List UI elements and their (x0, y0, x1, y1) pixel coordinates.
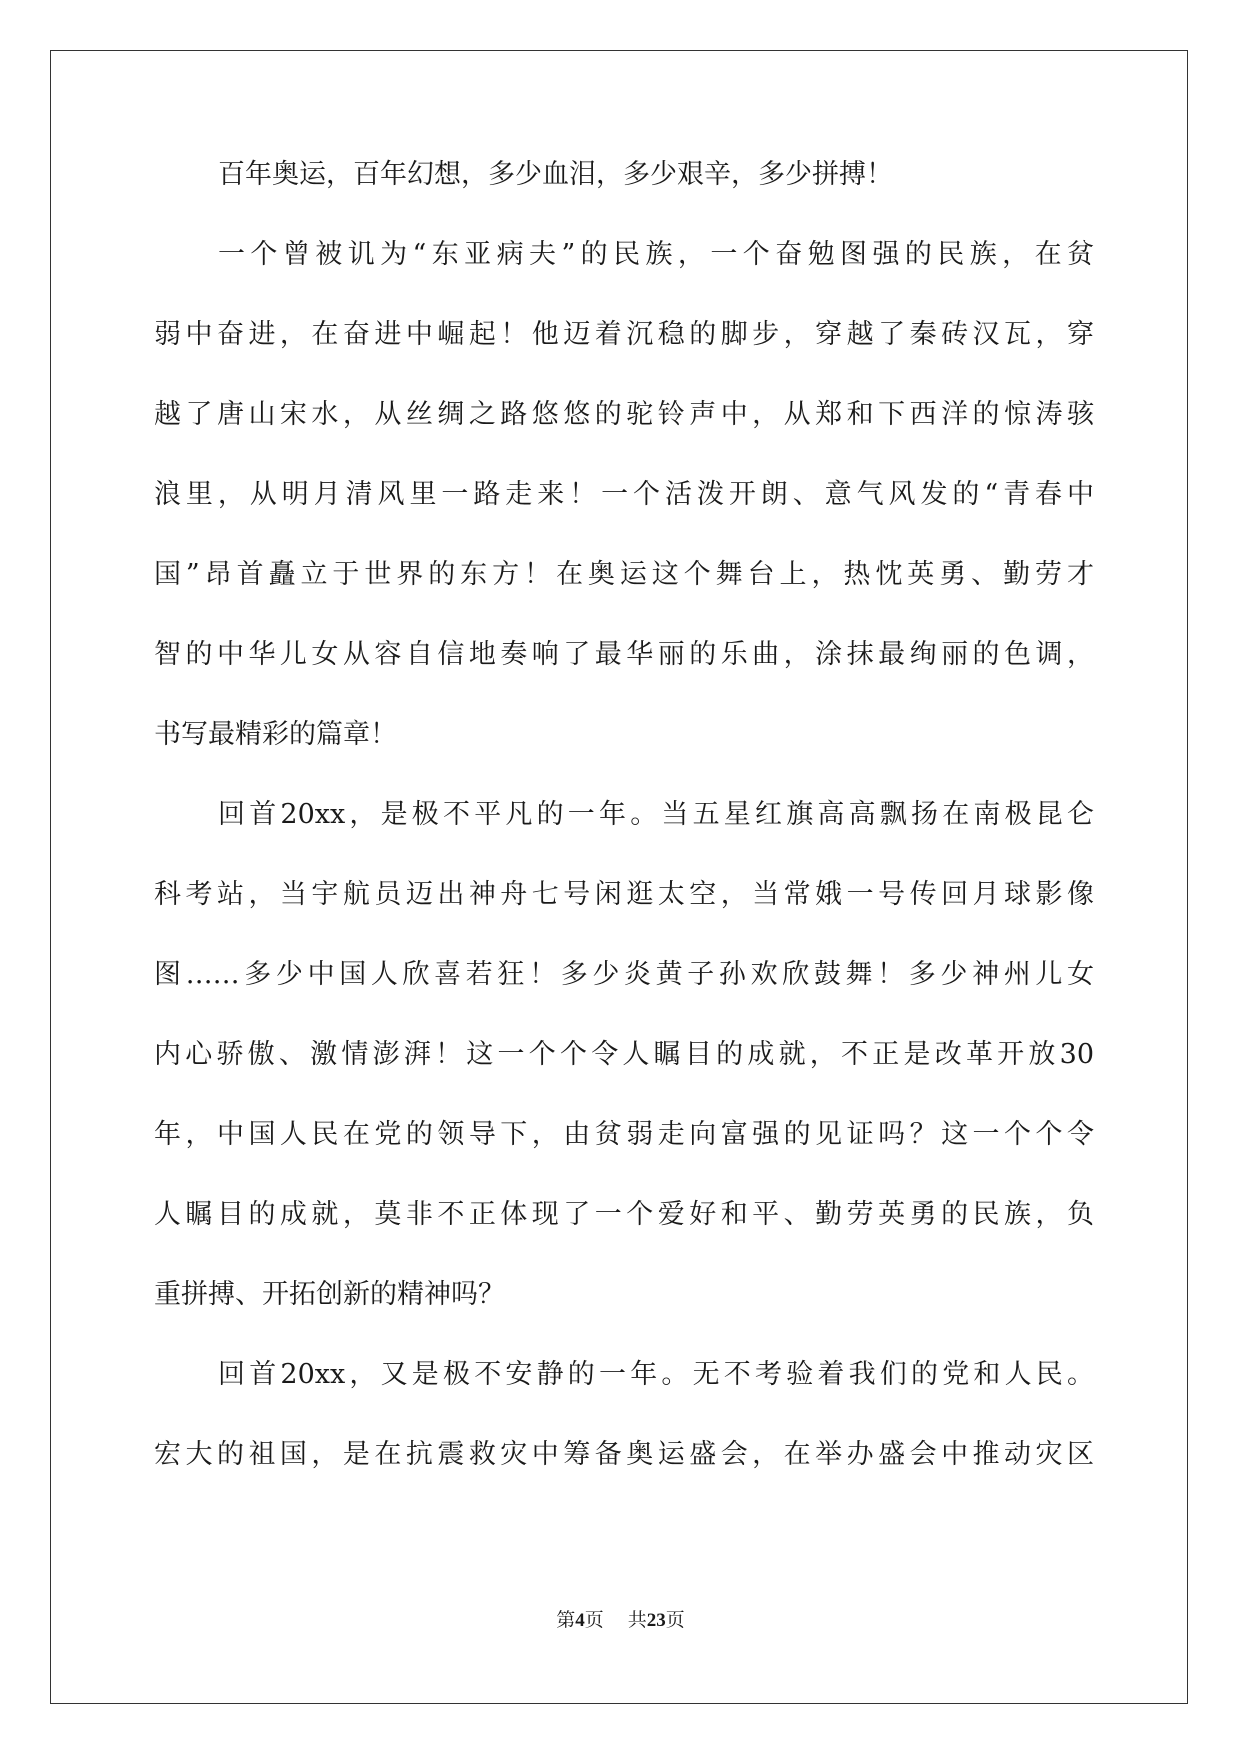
footer-total-pages: 23 (646, 1610, 666, 1631)
footer-total-prefix: 共 (627, 1609, 647, 1631)
footer-page-number: 4 (575, 1610, 585, 1631)
page-footer (0, 1605, 1241, 1632)
text-line: 百年奥运，百年幻想，多少血泪，多少艰辛，多少拼搏！ (218, 159, 893, 190)
text-line: 年，中国人民在党的领导下，由贫弱走向富强的见证吗？这一个个令 (154, 1119, 1094, 1150)
text-line: 弱中奋进，在奋进中崛起！他迈着沉稳的脚步，穿越了秦砖汉瓦，穿 (154, 319, 1094, 350)
text-line: 科考站，当宇航员迈出神舟七号闲逛太空，当常娥一号传回月球影像 (154, 879, 1094, 910)
text-line: 智的中华儿女从容自信地奏响了最华丽的乐曲，涂抹最绚丽的色调， (154, 639, 1094, 670)
text-line: 国”昂首矗立于世界的东方！在奥运这个舞台上，热忱英勇、勤劳才 (154, 559, 1094, 590)
text-line: 回首20xx，是极不平凡的一年。当五星红旗高高飘扬在南极昆仑 (218, 799, 1094, 830)
text-line: 重拼搏、开拓创新的精神吗？ (154, 1279, 505, 1310)
text-line: 浪里，从明月清风里一路走来！一个活泼开朗、意气风发的“青春中 (154, 479, 1094, 510)
text-line: 内心骄傲、激情澎湃！这一个个令人瞩目的成就，不正是改革开放30 (154, 1039, 1094, 1070)
text-line: 回首20xx，又是极不安静的一年。无不考验着我们的党和人民。 (218, 1359, 1094, 1390)
text-line: 图……多少中国人欣喜若狂！多少炎黄子孙欢欣鼓舞！多少神州儿女 (154, 959, 1094, 990)
footer-page-prefix: 第 (556, 1609, 576, 1631)
text-line: 书写最精彩的篇章！ (154, 719, 397, 750)
footer-total-suffix: 页 (665, 1609, 685, 1631)
document-body (154, 155, 1094, 1515)
text-line: 宏大的祖国，是在抗震救灾中筹备奥运盛会，在举办盛会中推动灾区 (154, 1439, 1094, 1470)
footer-page-suffix: 页 (584, 1609, 604, 1631)
text-line: 越了唐山宋水，从丝绸之路悠悠的驼铃声中，从郑和下西洋的惊涛骇 (154, 399, 1094, 430)
text-line: 一个曾被讥为“东亚病夫”的民族，一个奋勉图强的民族，在贫 (218, 239, 1094, 270)
text-line: 人瞩目的成就，莫非不正体现了一个爱好和平、勤劳英勇的民族，负 (154, 1199, 1094, 1230)
